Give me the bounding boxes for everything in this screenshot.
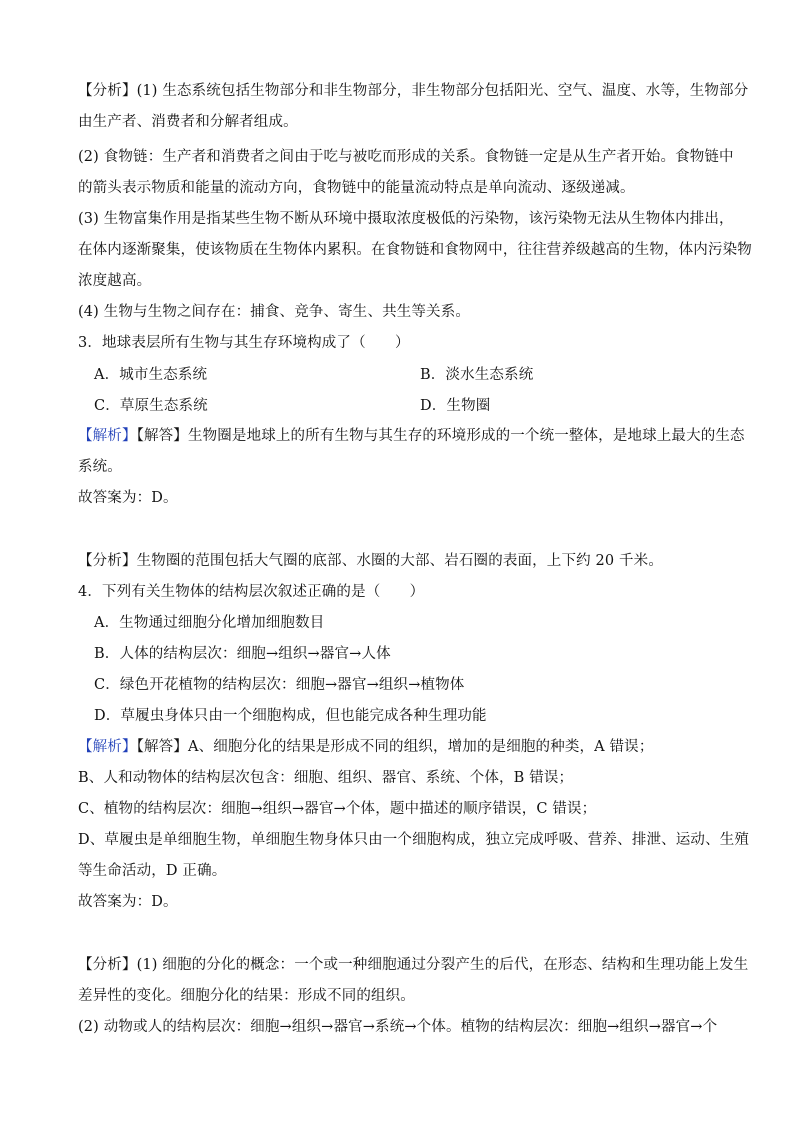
q4-analysis-line: 差异性的变化。细胞分化的结果：形成不同的组织。 bbox=[78, 988, 415, 1004]
q3-analysis: 【分析】生物圈的范围包括大气圈的底部、水圈的大部、岩石圈的表面，上下约 20 千米。 bbox=[78, 553, 663, 569]
analysis-line: 【分析】(1) 生态系统包括生物部分和非生物部分，非生物部分包括阳光、空气、温度、水等，生物部分 bbox=[78, 83, 749, 99]
analysis-tag: 【分析】 bbox=[78, 957, 137, 973]
q4-final-answer: 故答案为：D。 bbox=[78, 894, 178, 910]
q4-solution-line: 【解析】【解答】A、细胞分化的结果是形成不同的组织，增加的是细胞的种类，A 错误； bbox=[78, 739, 654, 755]
analysis-tag: 【分析】 bbox=[78, 553, 137, 569]
analysis-line: 浓度越高。 bbox=[78, 273, 152, 289]
analysis-tag: 【分析】 bbox=[78, 83, 137, 99]
q3-solution-line: 系统。 bbox=[78, 459, 122, 475]
q4-analysis-line: 【分析】(1) 细胞的分化的概念：一个或一种细胞通过分裂产生的后代，在形态、结构和生理功能上发生 bbox=[78, 957, 749, 973]
q4-option-c: C．绿色开花植物的结构层次：细胞→器官→组织→植物体 bbox=[94, 677, 465, 693]
q4-option-b: B．人体的结构层次：细胞→组织→器官→人体 bbox=[94, 646, 391, 662]
answer-tag: 【解答】 bbox=[136, 428, 188, 444]
q3-option-c: C．草原生态系统 bbox=[94, 398, 208, 414]
analysis-line: (2) 食物链：生产者和消费者之间由于吃与被吃而形成的关系。食物链一定是从生产者开始。食物链中 bbox=[78, 149, 734, 165]
q4-solution-line: D、草履虫是单细胞生物，单细胞生物身体只由一个细胞构成，独立完成呼吸、营养、排泄、运动、生殖 bbox=[78, 832, 750, 848]
q3-option-d: D．生物圈 bbox=[420, 398, 491, 414]
analysis-line: 在体内逐渐聚集，使该物质在生物体内累积。在食物链和食物网中，往往营养级越高的生物，体内污染物 bbox=[78, 242, 752, 258]
analysis-line: 的箭头表示物质和能量的流动方向，食物链中的能量流动特点是单向流动、逐级递减。 bbox=[78, 180, 635, 196]
analysis-line: 由生产者、消费者和分解者组成。 bbox=[78, 114, 298, 130]
answer-tag: 【解答】 bbox=[136, 739, 188, 755]
question-4-stem: 4．下列有关生物体的结构层次叙述正确的是（ ） bbox=[78, 584, 425, 600]
question-3-stem: 3．地球表层所有生物与其生存环境构成了（ ） bbox=[78, 335, 410, 351]
analysis-line: (4) 生物与生物之间存在：捕食、竞争、寄生、共生等关系。 bbox=[78, 304, 470, 320]
q4-solution-line: 等生命活动，D 正确。 bbox=[78, 863, 227, 879]
q4-option-d: D．草履虫身体只由一个细胞构成，但也能完成各种生理功能 bbox=[94, 708, 487, 724]
q4-solution-line: C、植物的结构层次：细胞→组织→器官→个体，题中描述的顺序错误，C 错误； bbox=[78, 801, 597, 817]
q4-solution-line: B、人和动物体的结构层次包含：细胞、组织、器官、系统、个体，B 错误； bbox=[78, 770, 574, 786]
jiexi-tag: 【解析】 bbox=[78, 428, 137, 444]
q4-analysis-line: (2) 动物或人的结构层次：细胞→组织→器官→系统→个体。植物的结构层次：细胞→组织→器官→个 bbox=[78, 1019, 718, 1035]
q3-final-answer: 故答案为：D。 bbox=[78, 490, 178, 506]
q3-option-b: B．淡水生态系统 bbox=[420, 367, 534, 383]
q4-option-a: A．生物通过细胞分化增加细胞数目 bbox=[94, 615, 325, 631]
analysis-line: (3) 生物富集作用是指某些生物不断从环境中摄取浓度极低的污染物，该污染物无法从生物体内排出， bbox=[78, 211, 734, 227]
q3-solution-line: 【解析】【解答】生物圈是地球上的所有生物与其生存的环境形成的一个统一整体，是地球上最大的生态 bbox=[78, 428, 745, 444]
jiexi-tag: 【解析】 bbox=[78, 739, 137, 755]
q3-option-a: A．城市生态系统 bbox=[94, 367, 208, 383]
